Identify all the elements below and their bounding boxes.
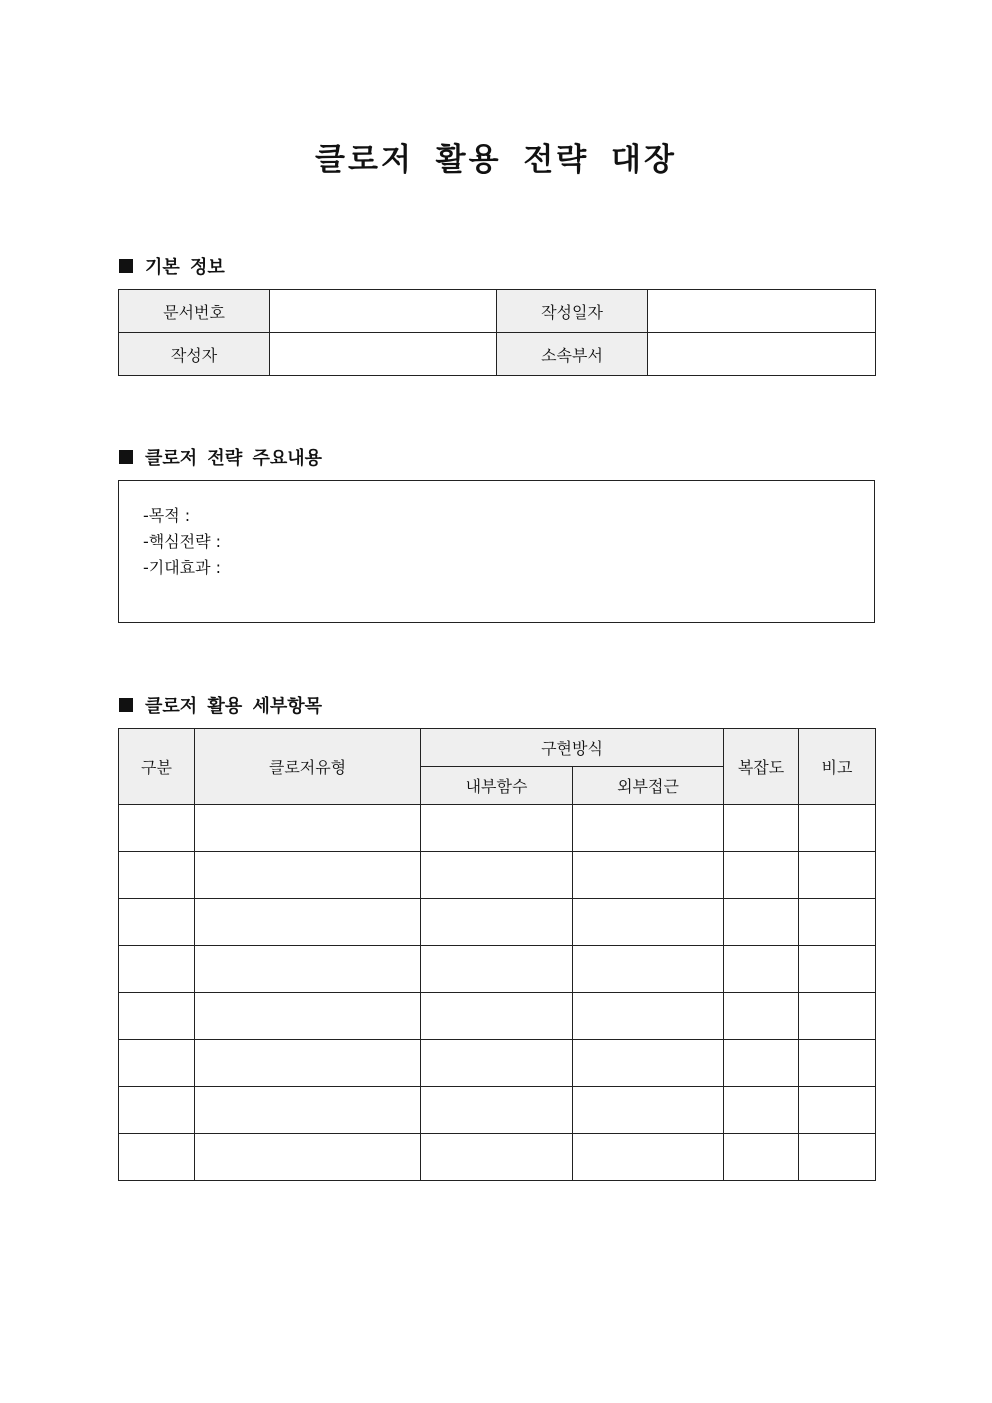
external-access-cell[interactable] [573,1134,724,1181]
external-access-cell[interactable] [573,993,724,1040]
complexity-cell[interactable] [724,805,799,852]
summary-purpose: -목적 : [143,506,191,525]
details-heading-label: 클로저 활용 세부항목 [145,696,323,717]
complexity-cell[interactable] [724,1087,799,1134]
table-row [119,1087,876,1134]
complexity-cell[interactable] [724,946,799,993]
table-row [119,852,876,899]
table-row [119,946,876,993]
page-title: 클로저 활용 전략 대장 [315,142,677,178]
table-row [119,1040,876,1087]
internal-function-cell[interactable] [421,946,573,993]
complexity-cell[interactable] [724,1040,799,1087]
col-implementation: 구현방식 [421,729,724,767]
col-internal-function: 내부함수 [421,767,573,805]
department-label: 소속부서 [497,333,648,376]
square-bullet-icon [119,450,133,464]
summary-heading-label: 클로저 전략 주요내용 [145,448,323,469]
remarks-cell[interactable] [799,946,876,993]
category-cell[interactable] [119,899,195,946]
external-access-cell[interactable] [573,1087,724,1134]
complexity-cell[interactable] [724,1134,799,1181]
external-access-cell[interactable] [573,946,724,993]
doc-number-label: 문서번호 [119,290,270,333]
category-cell[interactable] [119,1087,195,1134]
author-label: 작성자 [119,333,270,376]
summary-strategy: -핵심전략 : [143,532,222,551]
remarks-cell[interactable] [799,1040,876,1087]
remarks-cell[interactable] [799,805,876,852]
summary-heading [119,444,322,470]
internal-function-cell[interactable] [421,993,573,1040]
complexity-cell[interactable] [724,852,799,899]
internal-function-cell[interactable] [421,852,573,899]
internal-function-cell[interactable] [421,1040,573,1087]
department-field[interactable] [648,333,876,376]
basic-info-table [118,289,876,376]
category-cell[interactable] [119,946,195,993]
table-row [119,1134,876,1181]
closure-type-cell[interactable] [195,805,421,852]
internal-function-cell[interactable] [421,805,573,852]
closure-type-cell[interactable] [195,1134,421,1181]
summary-box[interactable] [118,480,875,623]
closure-type-cell[interactable] [195,1040,421,1087]
date-label: 작성일자 [497,290,648,333]
closure-type-cell[interactable] [195,1087,421,1134]
col-category: 구분 [119,729,195,805]
complexity-cell[interactable] [724,993,799,1040]
closure-type-cell[interactable] [195,852,421,899]
doc-number-field[interactable] [270,290,497,333]
category-cell[interactable] [119,1134,195,1181]
complexity-cell[interactable] [724,899,799,946]
table-row [119,805,876,852]
external-access-cell[interactable] [573,899,724,946]
internal-function-cell[interactable] [421,1134,573,1181]
author-field[interactable] [270,333,497,376]
col-complexity: 복잡도 [724,729,799,805]
remarks-cell[interactable] [799,993,876,1040]
remarks-cell[interactable] [799,899,876,946]
remarks-cell[interactable] [799,852,876,899]
external-access-cell[interactable] [573,1040,724,1087]
category-cell[interactable] [119,1040,195,1087]
remarks-cell[interactable] [799,1134,876,1181]
col-remarks: 비고 [799,729,876,805]
col-closure-type: 클로저유형 [195,729,421,805]
date-field[interactable] [648,290,876,333]
external-access-cell[interactable] [573,805,724,852]
closure-type-cell[interactable] [195,993,421,1040]
col-external-access: 외부접근 [573,767,724,805]
external-access-cell[interactable] [573,852,724,899]
closure-type-cell[interactable] [195,946,421,993]
summary-effect: -기대효과 : [143,558,222,577]
category-cell[interactable] [119,852,195,899]
details-table [118,728,876,1181]
category-cell[interactable] [119,993,195,1040]
basic-info-heading-label: 기본 정보 [145,257,225,278]
square-bullet-icon [119,698,133,712]
table-row [119,899,876,946]
closure-type-cell[interactable] [195,899,421,946]
internal-function-cell[interactable] [421,899,573,946]
remarks-cell[interactable] [799,1087,876,1134]
table-row [119,993,876,1040]
category-cell[interactable] [119,805,195,852]
internal-function-cell[interactable] [421,1087,573,1134]
basic-info-heading [119,253,225,279]
square-bullet-icon [119,259,133,273]
details-heading [119,692,322,718]
